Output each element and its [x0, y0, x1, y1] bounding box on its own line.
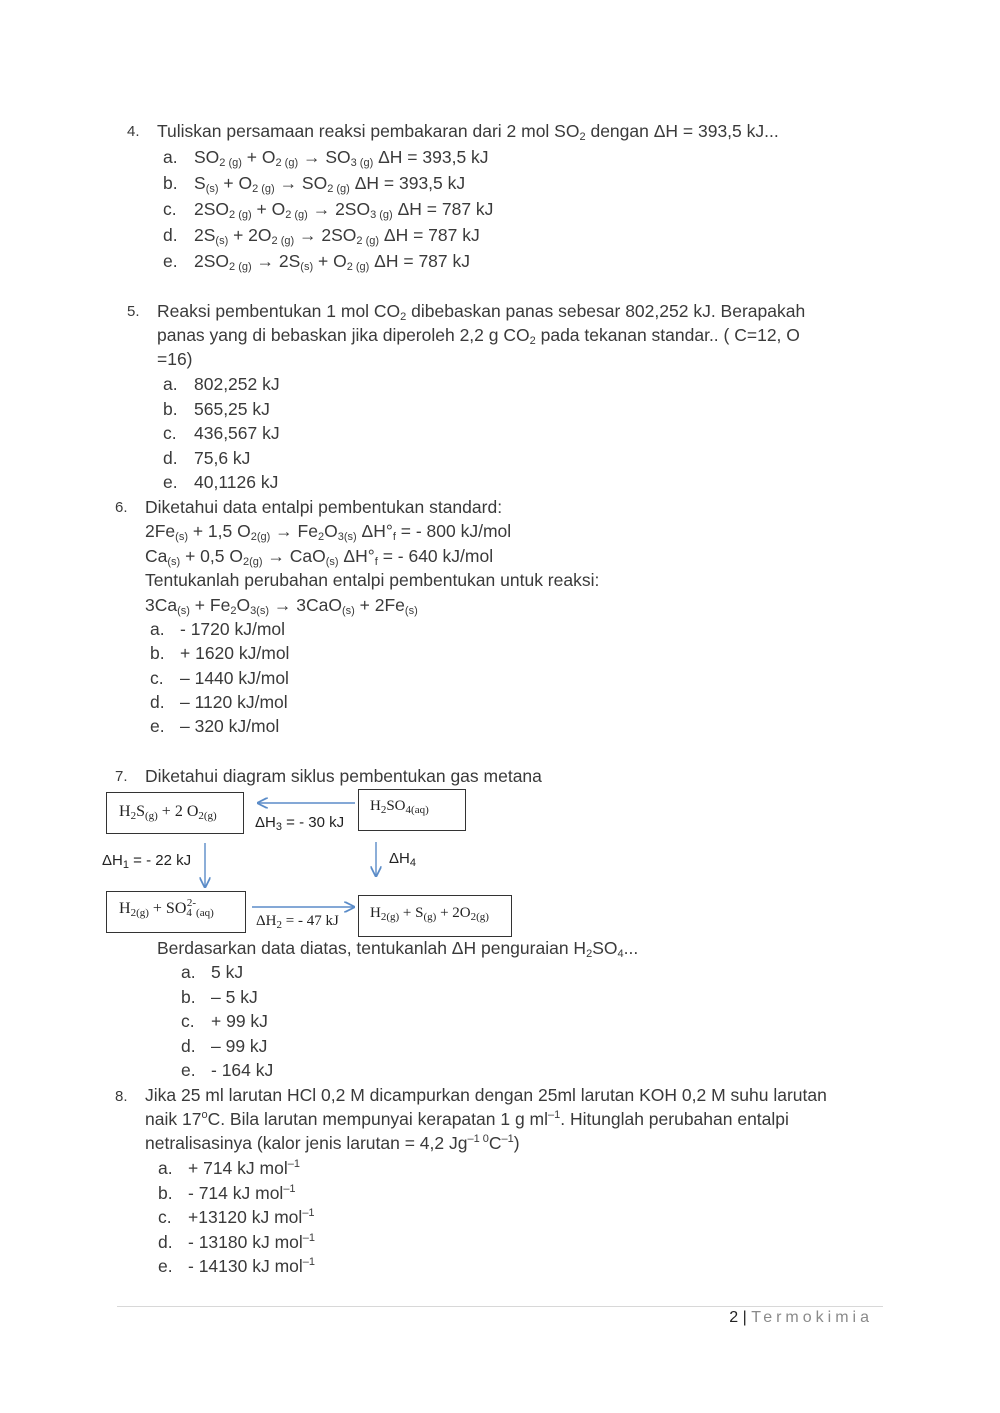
- q7-option-c-letter: c.: [181, 1011, 195, 1032]
- q5-option-c-letter: c.: [163, 423, 177, 443]
- footer-divider: [117, 1306, 883, 1307]
- q6-option-c-letter: c.: [150, 667, 164, 688]
- q8-line1: Jika 25 ml larutan HCl 0,2 M dicampurkan dengan 25ml larutan KOH 0,2 M suhu larutan: [145, 1085, 827, 1105]
- q4-option-c-letter: c.: [163, 199, 177, 219]
- q7-option-e-letter: e.: [181, 1060, 196, 1081]
- q5-option-a-letter: a.: [163, 374, 178, 394]
- q6-number: 6.: [115, 499, 128, 516]
- q7-number: 7.: [115, 768, 128, 785]
- q4-number: 4.: [127, 123, 140, 140]
- q6-option-b: + 1620 kJ/mol: [180, 643, 290, 664]
- dh4-label: $\Delta H_4$: [389, 850, 416, 869]
- q6-option-a-letter: a.: [150, 619, 165, 639]
- q8-option-d: - 13180 kJ mol$^{-1}$: [188, 1231, 316, 1252]
- box-h2s-o2-label: H2S(g) + 2 O2(g): [119, 803, 217, 822]
- q7-option-a: 5 kJ: [211, 962, 244, 982]
- q5-option-e: 40,1126 kJ: [194, 472, 279, 492]
- q4-option-a-letter: a.: [163, 147, 178, 167]
- box-h2-s-o2-label: $H_{2(g)} + S_{(g)} + 2O_{2(g)}$: [370, 905, 489, 923]
- q6-option-c: – 1440 kJ/mol: [180, 667, 289, 688]
- q8-option-b-letter: b.: [158, 1182, 173, 1203]
- q6-equation-3: 3Ca(s) + Fe2O3(s) → 3CaO(s) + 2Fe(s): [145, 595, 418, 617]
- q8-number: 8.: [115, 1088, 128, 1105]
- q4-option-c: 2SO2 (g) + O2 (g) → 2SO3 (g) ΔH = 787 kJ: [194, 199, 494, 221]
- q6-equation-1: 2Fe(s) + 1,5 O2(g) → Fe2O3(s) ΔH°f = - 800 kJ/mol: [145, 521, 512, 543]
- q7-option-e: - 164 kJ: [211, 1060, 274, 1081]
- q8-option-e-letter: e.: [158, 1256, 173, 1276]
- q8-line3: netralisasinya (kalor jenis larutan = 4,2 $Jg^{-1 0}C^{-1}$): [145, 1133, 520, 1153]
- q5-option-d-letter: d.: [163, 447, 178, 468]
- q4-option-b-letter: b.: [163, 173, 178, 193]
- q8-option-a: + 714 kJ mol$^{-1}$: [188, 1158, 300, 1178]
- q4-option-d-letter: d.: [163, 225, 178, 245]
- q5-option-c: 436,567 kJ: [194, 423, 280, 443]
- q6-option-a: - 1720 kJ/mol: [180, 619, 286, 639]
- q6-option-d-letter: d.: [150, 691, 165, 712]
- q5-option-d: 75,6 kJ: [194, 447, 251, 468]
- q8-option-c-letter: c.: [158, 1207, 172, 1227]
- q5-option-a: 802,252 kJ: [194, 374, 280, 394]
- box-h2so4-label: $H_2SO_{4(aq)}$: [370, 798, 429, 816]
- q4-option-d: 2S(s) + 2O2 (g) → 2SO2 (g) ΔH = 787 kJ: [194, 225, 480, 247]
- q5-number: 5.: [127, 303, 140, 320]
- page-footer: [729, 1309, 873, 1327]
- q6-option-e-letter: e.: [150, 716, 165, 737]
- q6-option-d: – 1120 kJ/mol: [180, 691, 288, 712]
- q6-option-b-letter: b.: [150, 643, 165, 664]
- footer-separator: |: [742, 1309, 747, 1326]
- page-number: 2: [729, 1309, 739, 1326]
- q7-option-d-letter: d.: [181, 1035, 196, 1056]
- q4-option-e-letter: e.: [163, 251, 178, 271]
- q8-option-c: +13120 kJ mol$^{-1}$: [188, 1207, 315, 1227]
- q5-question-line1: Reaksi pembentukan 1 mol CO2 dibebaskan panas sebesar 802,252 kJ. Berapakah: [157, 301, 806, 323]
- q7-option-a-letter: a.: [181, 962, 196, 982]
- q4-option-a: SO2 (g) + O2 (g) → SO3 (g) ΔH = 393,5 kJ: [194, 147, 489, 169]
- q5-question-line2: panas yang di bebaskan jika diperoleh 2,2 g CO2 pada tekanan standar.. ( C=12, O: [157, 325, 800, 347]
- q5-question-line3: =16): [157, 349, 193, 369]
- q4-option-b: S(s) + O2 (g) → SO2 (g) ΔH = 393,5 kJ: [194, 173, 466, 195]
- q7-option-c: + 99 kJ: [211, 1011, 268, 1032]
- q5-option-b-letter: b.: [163, 398, 178, 419]
- q7-option-d: – 99 kJ: [211, 1035, 268, 1056]
- footer-title: Termokimia: [751, 1309, 873, 1326]
- q5-option-b: 565,25 kJ: [194, 398, 270, 419]
- q8-option-a-letter: a.: [158, 1158, 173, 1178]
- q6-option-e: – 320 kJ/mol: [180, 716, 280, 737]
- q8-line2: naik 17$^o$C. Bila larutan mempunyai kerapatan 1 g $ml^{-1}$. Hitunglah perubahan entalpi: [145, 1109, 789, 1129]
- q4-question: Tuliskan persamaan reaksi pembakaran dari 2 mol SO2 dengan ΔH = 393,5 kJ...: [157, 121, 779, 143]
- q6-equation-2: Ca(s) + 0,5 O2(g) → CaO(s) ΔH°f = - 640 kJ/mol: [145, 546, 494, 568]
- q7-ask: Berdasarkan data diatas, tentukanlah ΔH penguraian H2SO4...: [157, 938, 639, 960]
- q6-intro: Diketahui data entalpi pembentukan standard:: [145, 497, 503, 517]
- q6-ask: Tentukanlah perubahan entalpi pembentukan untuk reaksi:: [145, 570, 600, 590]
- q5-option-e-letter: e.: [163, 472, 178, 492]
- q7-option-b-letter: b.: [181, 986, 196, 1007]
- q8-option-e: - 14130 kJ mol$^{-1}$: [188, 1256, 316, 1276]
- box-h2-so4-label: $H2(g) + SO4^{2-}(aq)$: [119, 897, 214, 919]
- q7-option-b: – 5 kJ: [211, 986, 258, 1007]
- q8-option-d-letter: d.: [158, 1231, 173, 1252]
- dh3-label: $\Delta H_3$ = - 30 kJ: [255, 814, 345, 833]
- dh1-label: $\Delta H_1$ = - 22 kJ: [102, 852, 192, 871]
- q8-option-b: - 714 kJ mol$^{-1}$: [188, 1182, 296, 1203]
- dh2-label: $\Delta H_2$ = - 47 kJ: [256, 913, 339, 931]
- q7-intro: Diketahui diagram siklus pembentukan gas metana: [145, 766, 542, 786]
- q4-option-e: 2SO2 (g) → 2S(s) + O2 (g) ΔH = 787 kJ: [194, 251, 471, 273]
